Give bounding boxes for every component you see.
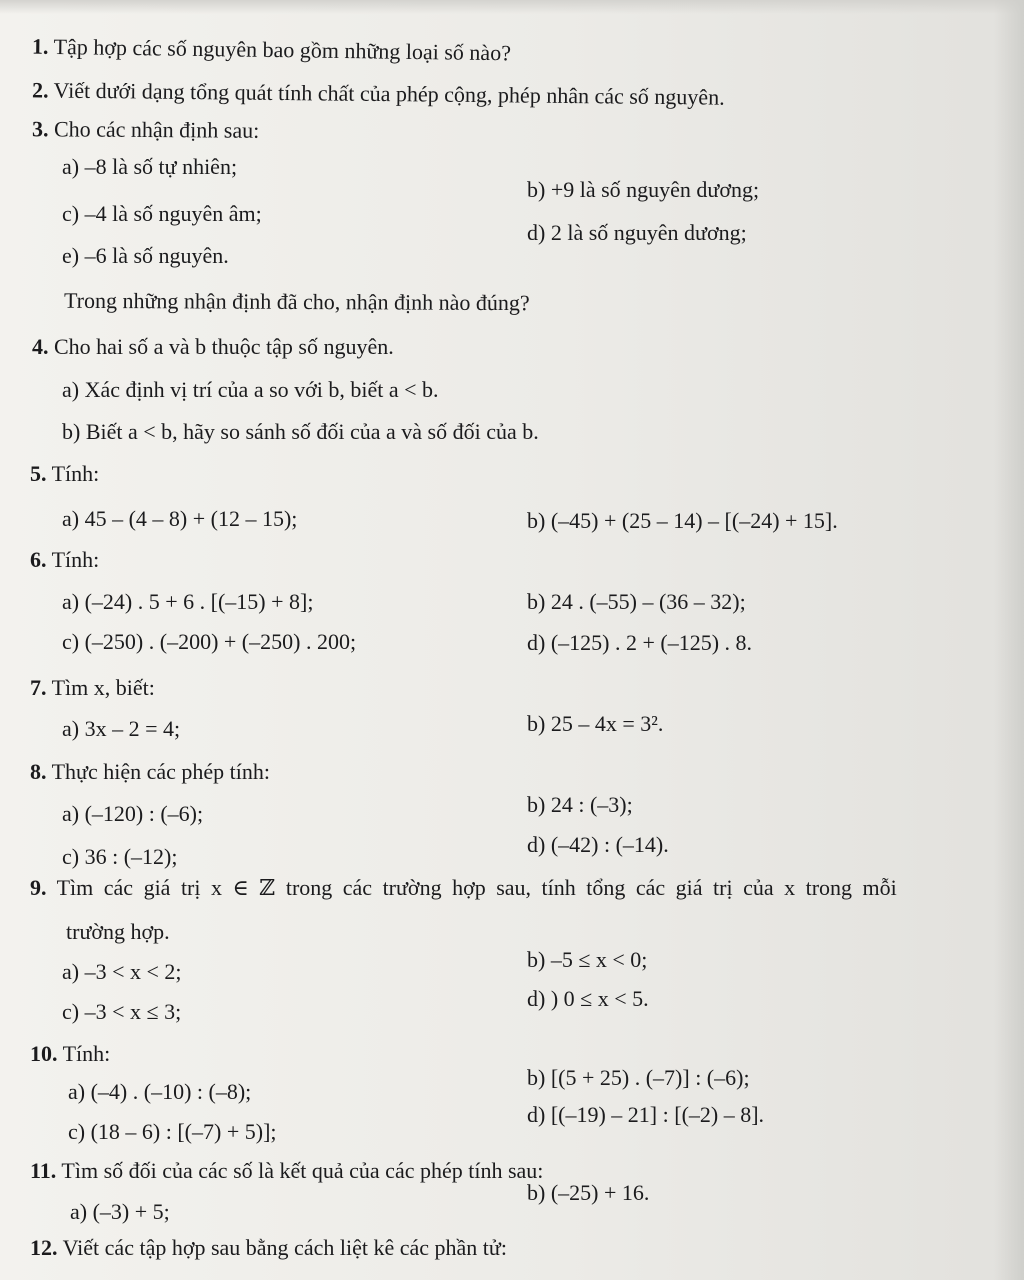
question-text: Viết các tập hợp sau bằng cách liệt kê các phần tử: <box>62 1235 507 1260</box>
q4-part-a: a) Xác định vị trí của a so với b, biết a < b. <box>62 377 439 402</box>
question-2 <box>32 76 725 111</box>
question-number: 11. <box>30 1158 57 1183</box>
question-text: Cho các nhận định sau: <box>53 116 260 143</box>
q9-part-a: a) –3 < x < 2; <box>62 959 182 984</box>
question-6 <box>30 546 99 574</box>
q4-part-b: b) Biết a < b, hãy so sánh số đối của a và số đối của b. <box>62 419 539 444</box>
question-3 <box>32 115 259 145</box>
q10-part-d: d) [(–19) – 21] : [(–2) – 8]. <box>527 1102 765 1127</box>
question-text: Cho hai số a và b thuộc tập số nguyên. <box>54 334 394 359</box>
q6-part-c: c) (–250) . (–200) + (–250) . 200; <box>62 629 357 654</box>
question-text: Tập hợp các số nguyên bao gồm những loại số nào? <box>53 33 512 66</box>
question-text: Tính: <box>51 547 100 572</box>
statement-c: c) –4 là số nguyên âm; <box>62 201 262 226</box>
q8-part-b: b) 24 : (–3); <box>527 792 633 817</box>
q10-part-a: a) (–4) . (–10) : (–8); <box>68 1079 252 1104</box>
question-text: Tìm x, biết: <box>51 675 155 700</box>
q7-part-a: a) 3x – 2 = 4; <box>62 716 181 741</box>
q6-part-d: d) (–125) . 2 + (–125) . 8. <box>527 630 753 655</box>
question-5 <box>30 460 99 488</box>
q11-part-a: a) (–3) + 5; <box>70 1199 170 1224</box>
question-number: 10. <box>30 1041 58 1066</box>
q5-part-b: b) (–45) + (25 – 14) – [(–24) + 15]. <box>527 508 838 533</box>
question-number: 8. <box>30 759 47 784</box>
q5-part-a: a) 45 – (4 – 8) + (12 – 15); <box>62 506 298 531</box>
question-number: 4. <box>32 334 49 359</box>
question-number: 3. <box>31 116 49 142</box>
question-number: 12. <box>30 1235 58 1260</box>
question-number: 5. <box>30 461 47 486</box>
statement-a: a) –8 là số tự nhiên; <box>62 154 238 179</box>
q6-part-a: a) (–24) . 5 + 6 . [(–15) + 8]; <box>62 589 314 614</box>
q9-part-d: d) ) 0 ≤ x < 5. <box>527 986 649 1011</box>
question-number: 6. <box>30 547 47 572</box>
statement-b: b) +9 là số nguyên dương; <box>527 177 760 202</box>
question-8 <box>30 758 270 786</box>
question-10 <box>30 1040 110 1068</box>
question-9 <box>30 874 897 902</box>
question-text: Tìm các giá trị x ∈ ℤ trong các trường hợp sau, tính tổng các giá trị của x trong mỗi <box>56 875 897 900</box>
q10-part-c: c) (18 – 6) : [(–7) + 5)]; <box>68 1119 277 1144</box>
question-12 <box>30 1234 507 1262</box>
question-number: 9. <box>30 875 47 900</box>
q11-part-b: b) (–25) + 16. <box>527 1180 650 1205</box>
q9-part-c: c) –3 < x ≤ 3; <box>62 999 182 1024</box>
q3-question: Trong những nhận định đã cho, nhận định nào đúng? <box>63 287 530 316</box>
question-text: Thực hiện các phép tính: <box>51 759 271 784</box>
statement-e: e) –6 là số nguyên. <box>62 243 229 268</box>
q8-part-a: a) (–120) : (–6); <box>62 801 204 826</box>
statement-d: d) 2 là số nguyên dương; <box>527 220 747 245</box>
q10-part-b: b) [(5 + 25) . (–7)] : (–6); <box>527 1065 750 1090</box>
q8-part-d: d) (–42) : (–14). <box>527 832 669 857</box>
q6-part-b: b) 24 . (–55) – (36 – 32); <box>527 589 746 614</box>
question-number: 7. <box>30 675 47 700</box>
question-7 <box>30 674 155 702</box>
question-1 <box>32 33 511 68</box>
question-4 <box>32 333 394 361</box>
q9-part-b: b) –5 ≤ x < 0; <box>527 947 648 972</box>
question-number: 2. <box>31 77 49 103</box>
page-right-edge <box>994 0 1024 1280</box>
q7-part-b: b) 25 – 4x = 3². <box>527 711 664 736</box>
q8-part-c: c) 36 : (–12); <box>62 844 178 869</box>
question-number: 1. <box>31 33 49 59</box>
question-11 <box>30 1157 543 1185</box>
question-text: Tìm số đối của các số là kết quả của các phép tính sau: <box>61 1158 544 1183</box>
question-text: Viết dưới dạng tổng quát tính chất của phép cộng, phép nhân các số nguyên. <box>53 77 725 110</box>
question-text: Tính: <box>51 461 100 486</box>
page-top-edge <box>0 0 1024 14</box>
q9-text-continued: trường hợp. <box>66 919 170 944</box>
question-text: Tính: <box>62 1041 111 1066</box>
